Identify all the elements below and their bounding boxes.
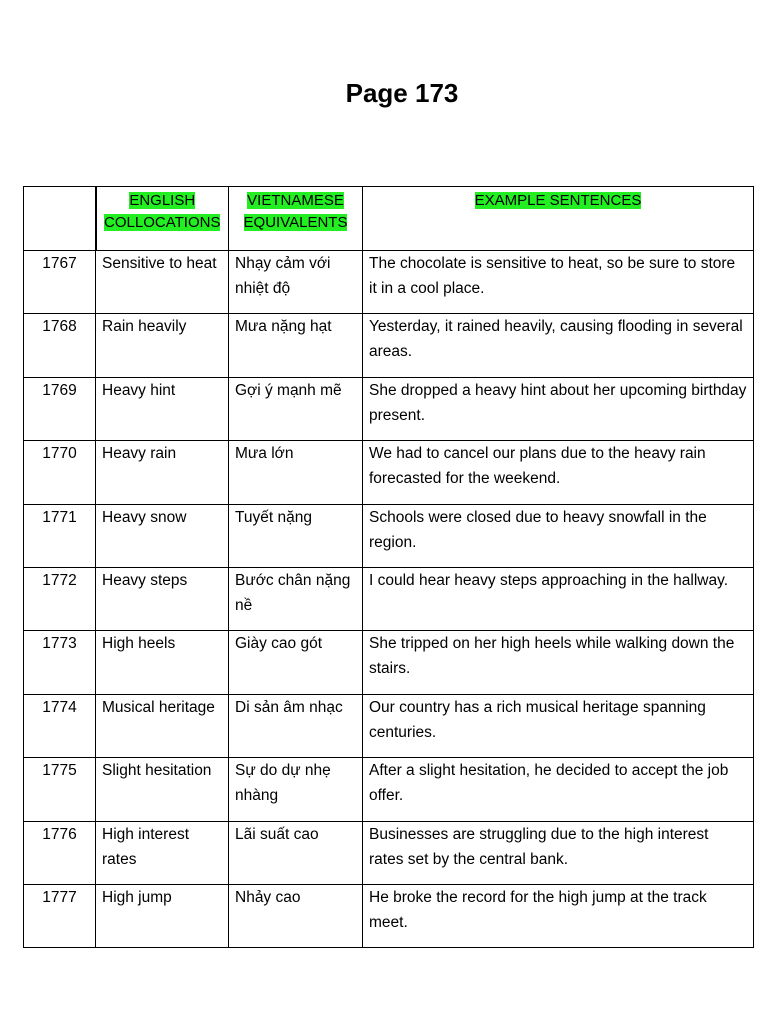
table-row: [24, 377, 754, 440]
example-sentence: The chocolate is sensitive to heat, so be sure to store it in a cool place.: [363, 251, 754, 314]
english-collocation: Slight hesitation: [96, 758, 229, 821]
table-row: [24, 504, 754, 567]
english-collocation: High interest rates: [96, 821, 229, 884]
vietnamese-equivalent: Mưa lớn: [229, 441, 363, 504]
example-sentence: Businesses are struggling due to the high interest rates set by the central bank.: [363, 821, 754, 884]
header-english-line2: COLLOCATIONS: [104, 214, 221, 231]
row-number: 1770: [24, 441, 96, 504]
collocations-table: [23, 186, 754, 948]
row-number: 1771: [24, 504, 96, 567]
header-examples-label: EXAMPLE SENTENCES: [474, 192, 642, 209]
table-row: [24, 758, 754, 821]
example-sentence: He broke the record for the high jump at the track meet.: [363, 884, 754, 947]
vietnamese-equivalent: Bước chân nặng nề: [229, 567, 363, 630]
table-row: [24, 821, 754, 884]
row-number: 1773: [24, 631, 96, 694]
table-row: [24, 567, 754, 630]
english-collocation: Sensitive to heat: [96, 251, 229, 314]
english-collocation: Heavy rain: [96, 441, 229, 504]
example-sentence: Schools were closed due to heavy snowfall in the region.: [363, 504, 754, 567]
example-sentence: She tripped on her high heels while walking down the stairs.: [363, 631, 754, 694]
table-row: [24, 314, 754, 377]
header-vietnamese-line2: EQUIVALENTS: [243, 214, 348, 231]
vietnamese-equivalent: Giày cao gót: [229, 631, 363, 694]
table-row: [24, 694, 754, 757]
table-header-row: [24, 187, 754, 251]
example-sentence: We had to cancel our plans due to the heavy rain forecasted for the weekend.: [363, 441, 754, 504]
vietnamese-equivalent: Di sản âm nhạc: [229, 694, 363, 757]
example-sentence: Yesterday, it rained heavily, causing flooding in several areas.: [363, 314, 754, 377]
vietnamese-equivalent: Sự do dự nhẹ nhàng: [229, 758, 363, 821]
vietnamese-equivalent: Nhạy cảm với nhiệt độ: [229, 251, 363, 314]
vietnamese-equivalent: Nhảy cao: [229, 884, 363, 947]
row-number: 1777: [24, 884, 96, 947]
example-sentence: She dropped a heavy hint about her upcoming birthday present.: [363, 377, 754, 440]
english-collocation: Heavy hint: [96, 377, 229, 440]
vietnamese-equivalent: Mưa nặng hạt: [229, 314, 363, 377]
english-collocation: Heavy snow: [96, 504, 229, 567]
vietnamese-equivalent: Lãi suất cao: [229, 821, 363, 884]
vietnamese-equivalent: Tuyết nặng: [229, 504, 363, 567]
english-collocation: High jump: [96, 884, 229, 947]
english-collocation: Heavy steps: [96, 567, 229, 630]
table-row: [24, 884, 754, 947]
header-vietnamese-line1: VIETNAMESE: [247, 192, 344, 209]
header-english-collocations: [96, 187, 229, 251]
row-number: 1768: [24, 314, 96, 377]
row-number: 1776: [24, 821, 96, 884]
english-collocation: Rain heavily: [96, 314, 229, 377]
example-sentence: I could hear heavy steps approaching in the hallway.: [363, 567, 754, 630]
table-row: [24, 441, 754, 504]
header-english-line1: ENGLISH: [129, 192, 196, 209]
example-sentence: Our country has a rich musical heritage spanning centuries.: [363, 694, 754, 757]
row-number: 1774: [24, 694, 96, 757]
row-number: 1767: [24, 251, 96, 314]
header-number: [24, 187, 96, 251]
row-number: 1769: [24, 377, 96, 440]
vietnamese-equivalent: Gợi ý mạnh mẽ: [229, 377, 363, 440]
table-row: [24, 251, 754, 314]
english-collocation: High heels: [96, 631, 229, 694]
row-number: 1772: [24, 567, 96, 630]
page-title: Page 173: [345, 78, 459, 108]
header-example-sentences: [363, 187, 754, 251]
table-row: [24, 631, 754, 694]
header-vietnamese-equivalents: [229, 187, 363, 251]
english-collocation: Musical heritage: [96, 694, 229, 757]
row-number: 1775: [24, 758, 96, 821]
example-sentence: After a slight hesitation, he decided to accept the job offer.: [363, 758, 754, 821]
